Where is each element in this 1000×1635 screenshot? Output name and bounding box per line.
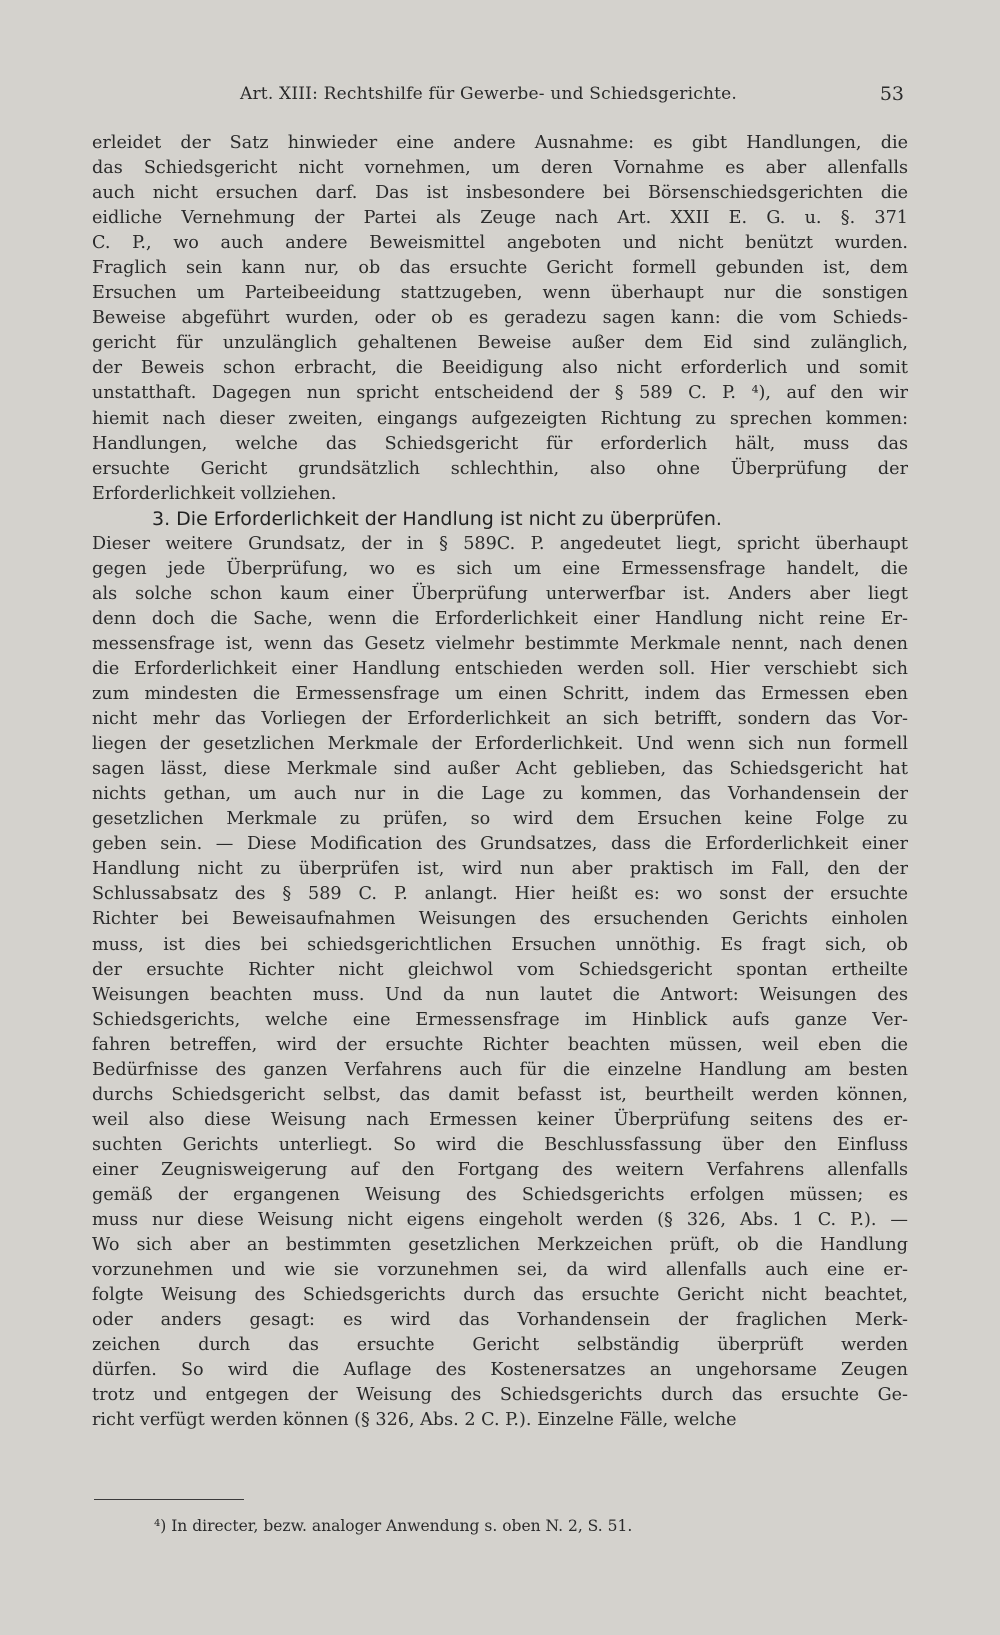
text-line: Handlungen, welche das Schiedsgericht für erforderlich hält, muss das: [92, 433, 908, 454]
text-line: weil also diese Weisung nach Ermessen keiner Überprüfung seitens des er-: [92, 1109, 908, 1130]
body-text: [92, 131, 908, 1433]
text-line: geben sein. — Diese Modification des Grundsatzes, dass die Erforderlichkeit einer: [92, 834, 908, 855]
text-line: durchs Schiedsgericht selbst, das damit befasst ist, beurtheilt werden können,: [92, 1084, 908, 1105]
text-line: trotz und entgegen der Weisung des Schiedsgerichts durch das ersuchte Ge-: [92, 1385, 908, 1406]
text-line: das Schiedsgericht nicht vornehmen, um deren Vornahme es aber allenfalls: [92, 158, 908, 179]
text-line: auch nicht ersuchen darf. Das ist insbesondere bei Börsenschiedsgerichten die: [92, 183, 908, 204]
footnote-divider: [94, 1499, 244, 1500]
text-line: einer Zeugnisweigerung auf den Fortgang des weitern Verfahrens allenfalls: [92, 1159, 908, 1180]
section-heading: 3. Die Erforderlichkeit der Handlung ist nicht zu überprüfen.: [152, 507, 722, 530]
text-line: muss nur diese Weisung nicht eigens eingeholt werden (§ 326, Abs. 1 C. P.). —: [92, 1210, 908, 1231]
text-line: nicht mehr das Vorliegen der Erforderlichkeit an sich betrifft, sondern das Vor-: [92, 709, 908, 730]
running-title: Art. XIII: Rechtshilfe für Gewerbe- und Schiedsgerichte.: [240, 84, 738, 104]
text-line: richt verfügt werden können (§ 326, Abs. 2 C. P.). Einzelne Fälle, welche: [92, 1410, 737, 1431]
text-line: erleidet der Satz hinwieder eine andere Ausnahme: es gibt Handlungen, die: [92, 133, 908, 153]
text-line: folgte Weisung des Schiedsgerichts durch das ersuchte Gericht nicht beachtet,: [92, 1285, 908, 1306]
text-line: vorzunehmen und wie sie vorzunehmen sei, da wird allenfalls auch eine er-: [92, 1260, 908, 1281]
text-line: gesetzlichen Merkmale zu prüfen, so wird dem Ersuchen keine Folge zu: [92, 809, 908, 830]
text-line: Bedürfnisse des ganzen Verfahrens auch für die einzelne Handlung am besten: [92, 1059, 908, 1080]
text-line: gegen jede Überprüfung, wo es sich um eine Ermessensfrage handelt, die: [92, 558, 908, 579]
text-line: gericht für unzulänglich gehaltenen Beweise außer dem Eid sind zulänglich,: [92, 333, 908, 354]
text-line: die Erforderlichkeit einer Handlung entschieden werden soll. Hier verschiebt sich: [92, 658, 908, 679]
text-line: Beweise abgeführt wurden, oder ob es geradezu sagen kann: die vom Schieds-: [92, 308, 908, 329]
running-head: [92, 81, 910, 107]
text-line: zum mindesten die Ermessensfrage um einen Schritt, indem das Ermessen eben: [92, 684, 908, 705]
text-line: messensfrage ist, wenn das Gesetz vielmehr bestimmte Merkmale nennt, nach denen: [92, 633, 908, 654]
text-line: Dieser weitere Grundsatz, der in § 589C. P. angedeutet liegt, spricht überhaupt: [92, 533, 908, 554]
text-line: fahren betreffen, wird der ersuchte Richter beachten müssen, weil eben die: [92, 1034, 908, 1055]
text-line: als solche schon kaum einer Überprüfung unterwerfbar ist. Anders aber liegt: [92, 583, 908, 604]
page-number: 53: [879, 83, 904, 105]
text-line: ersuchte Gericht grundsätzlich schlechthin, also ohne Überprüfung der: [92, 458, 908, 479]
text-line: Ersuchen um Parteibeeidung stattzugeben, wenn überhaupt nur die sonstigen: [92, 283, 908, 304]
text-line: nichts gethan, um auch nur in die Lage zu kommen, das Vorhandensein der: [92, 784, 908, 805]
text-line: der ersuchte Richter nicht gleichwol vom Schiedsgericht spontan ertheilte: [92, 959, 908, 980]
text-line: Richter bei Beweisaufnahmen Weisungen des ersuchenden Gerichts einholen: [92, 909, 908, 930]
text-line: denn doch die Sache, wenn die Erforderlichkeit einer Handlung nicht reine Er-: [92, 608, 908, 629]
text-line: hiemit nach dieser zweiten, eingangs aufgezeigten Richtung zu sprechen kommen:: [92, 408, 908, 429]
text-line: dürfen. So wird die Auflage des Kostenersatzes an ungehorsame Zeugen: [92, 1360, 908, 1381]
text-line: Handlung nicht zu überprüfen ist, wird nun aber praktisch im Fall, den der: [92, 859, 908, 880]
text-line: muss, ist dies bei schiedsgerichtlichen Ersuchen unnöthig. Es fragt sich, ob: [92, 934, 908, 955]
text-line: liegen der gesetzlichen Merkmale der Erforderlichkeit. Und wenn sich nun formell: [92, 734, 908, 755]
text-line: Schiedsgerichts, welche eine Ermessensfrage im Hinblick aufs ganze Ver-: [92, 1009, 908, 1030]
text-line: Wo sich aber an bestimmten gesetzlichen Merkzeichen prüft, ob die Handlung: [92, 1235, 908, 1256]
text-line: Fraglich sein kann nur, ob das ersuchte Gericht formell gebunden ist, dem: [92, 258, 908, 279]
text-line: eidliche Vernehmung der Partei als Zeuge nach Art. XXII E. G. u. §. 371: [92, 208, 908, 229]
text-line: Erforderlichkeit vollziehen.: [92, 483, 337, 504]
text-line: gemäß der ergangenen Weisung des Schiedsgerichts erfolgen müssen; es: [92, 1184, 908, 1205]
text-line: unstatthaft. Dagegen nun spricht entscheidend der § 589 C. P. ⁴), auf den wir: [92, 383, 908, 404]
text-line: der Beweis schon erbracht, die Beeidigung also nicht erforderlich und somit: [92, 358, 908, 379]
footnote: ⁴) In directer, bezw. analoger Anwendung s. oben N. 2, S. 51.: [154, 1517, 633, 1535]
text-line: suchten Gerichts unterliegt. So wird die Beschlussfassung über den Einfluss: [92, 1134, 908, 1155]
text-line: Schlussabsatz des § 589 C. P. anlangt. Hier heißt es: wo sonst der ersuchte: [92, 884, 908, 905]
text-line: sagen lässt, diese Merkmale sind außer Acht geblieben, das Schiedsgericht hat: [92, 759, 908, 780]
text-line: C. P., wo auch andere Beweismittel angeboten und nicht benützt wurden.: [92, 233, 908, 254]
text-line: zeichen durch das ersuchte Gericht selbständig überprüft werden: [92, 1335, 908, 1356]
text-line: Weisungen beachten muss. Und da nun lautet die Antwort: Weisungen des: [92, 984, 908, 1005]
text-line: oder anders gesagt: es wird das Vorhandensein der fraglichen Merk-: [92, 1310, 908, 1331]
